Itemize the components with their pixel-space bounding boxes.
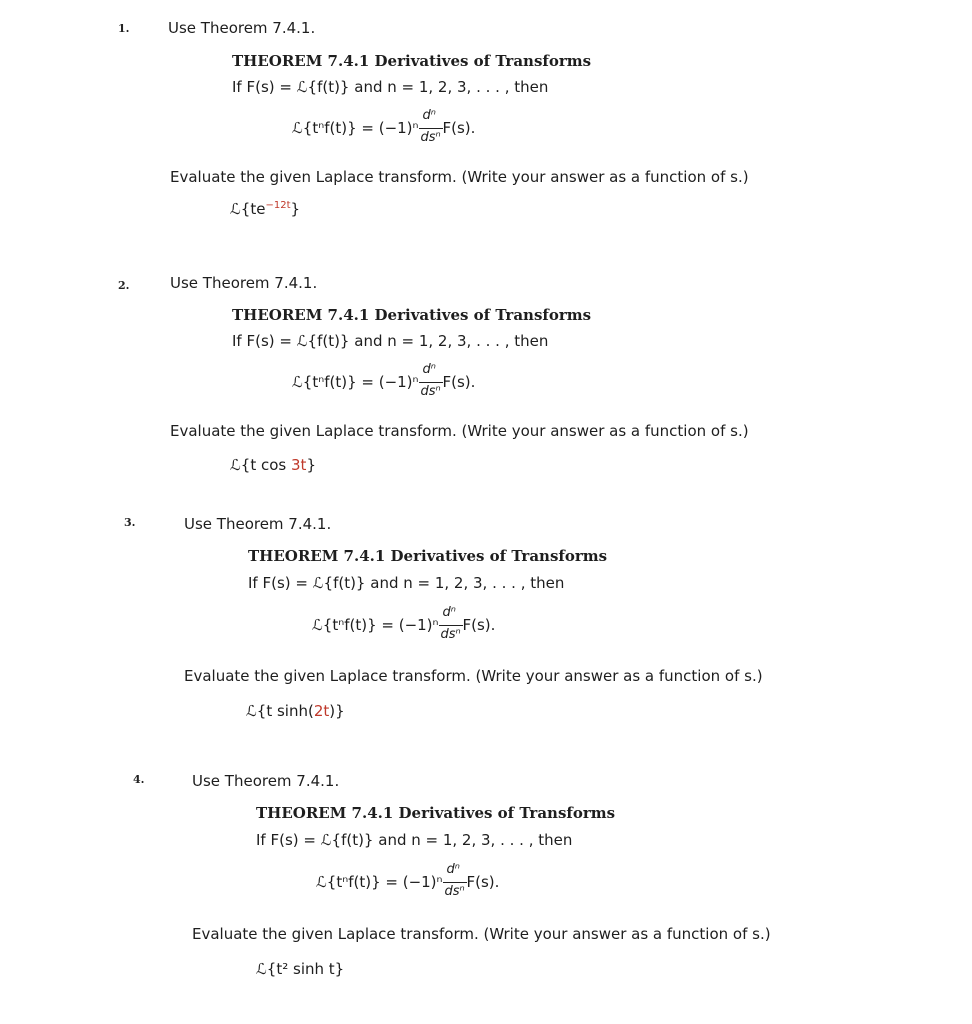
evaluate-instruction: Evaluate the given Laplace transform. (Write your answer as a function of s.) [170,168,749,186]
theorem-condition: If F(s) = ℒ{f(t)} and n = 1, 2, 3, . . . , then [256,831,573,849]
use-theorem-text: Use Theorem 7.4.1. [184,515,332,533]
problem-number: 1. [118,22,130,35]
expression-prefix: ℒ{t sinh( [246,702,314,720]
theorem-formula [316,862,499,906]
fraction-numerator: dⁿ [446,862,460,877]
fraction-bar [443,882,467,883]
expression-highlight: 3t [291,456,307,474]
use-theorem-text: Use Theorem 7.4.1. [168,19,316,37]
theorem-condition: If F(s) = ℒ{f(t)} and n = 1, 2, 3, . . . , then [232,332,549,350]
transform-expression [230,200,300,218]
fraction-bar [419,128,443,129]
fraction-bar [439,625,463,626]
theorem-condition: If F(s) = ℒ{f(t)} and n = 1, 2, 3, . . . , then [232,78,549,96]
formula-left: ℒ{tⁿf(t)} = (−1)ⁿ [316,873,443,891]
derivative-fraction [443,862,467,906]
expression-prefix: ℒ{t cos [230,456,292,474]
derivative-fraction [419,362,443,406]
expression-highlight: 2t [313,702,330,720]
fraction-bar [419,382,443,383]
evaluate-instruction: Evaluate the given Laplace transform. (Write your answer as a function of s.) [170,422,749,440]
theorem-title: THEOREM 7.4.1 Derivatives of Transforms [248,547,608,565]
theorem-condition: If F(s) = ℒ{f(t)} and n = 1, 2, 3, . . . , then [248,574,565,592]
expression-highlight: −12t [265,200,291,211]
fraction-denominator: dsⁿ [444,884,465,899]
transform-expression [246,702,345,720]
fraction-denominator: dsⁿ [420,130,441,145]
expression-suffix: )} [329,702,345,720]
theorem-formula [292,108,475,152]
problem-number: 3. [124,516,136,529]
formula-left: ℒ{tⁿf(t)} = (−1)ⁿ [292,119,419,137]
formula-right: F(s). [442,373,476,391]
derivative-fraction [419,108,443,152]
evaluate-instruction: Evaluate the given Laplace transform. (Write your answer as a function of s.) [192,925,771,943]
use-theorem-text: Use Theorem 7.4.1. [170,274,318,292]
fraction-numerator: dⁿ [442,605,456,620]
theorem-formula [312,605,495,649]
expression-suffix: } [334,960,345,978]
evaluate-instruction: Evaluate the given Laplace transform. (Write your answer as a function of s.) [184,667,763,685]
theorem-formula [292,362,475,406]
theorem-title: THEOREM 7.4.1 Derivatives of Transforms [232,52,592,70]
transform-expression [256,960,344,978]
formula-right: F(s). [442,119,476,137]
fraction-denominator: dsⁿ [440,627,461,642]
expression-prefix: ℒ{t² sinh t [256,960,335,978]
formula-left: ℒ{tⁿf(t)} = (−1)ⁿ [312,616,439,634]
problem-number: 2. [118,279,130,292]
formula-left: ℒ{tⁿf(t)} = (−1)ⁿ [292,373,419,391]
fraction-numerator: dⁿ [422,108,436,123]
expression-suffix: } [290,200,301,218]
theorem-title: THEOREM 7.4.1 Derivatives of Transforms [256,804,616,822]
transform-expression [230,456,316,474]
fraction-denominator: dsⁿ [420,384,441,399]
expression-prefix: ℒ{te [230,200,266,218]
theorem-title: THEOREM 7.4.1 Derivatives of Transforms [232,306,592,324]
formula-right: F(s). [466,873,500,891]
use-theorem-text: Use Theorem 7.4.1. [192,772,340,790]
derivative-fraction [439,605,463,649]
fraction-numerator: dⁿ [422,362,436,377]
expression-suffix: } [306,456,316,474]
formula-right: F(s). [462,616,496,634]
problem-number: 4. [133,773,145,786]
